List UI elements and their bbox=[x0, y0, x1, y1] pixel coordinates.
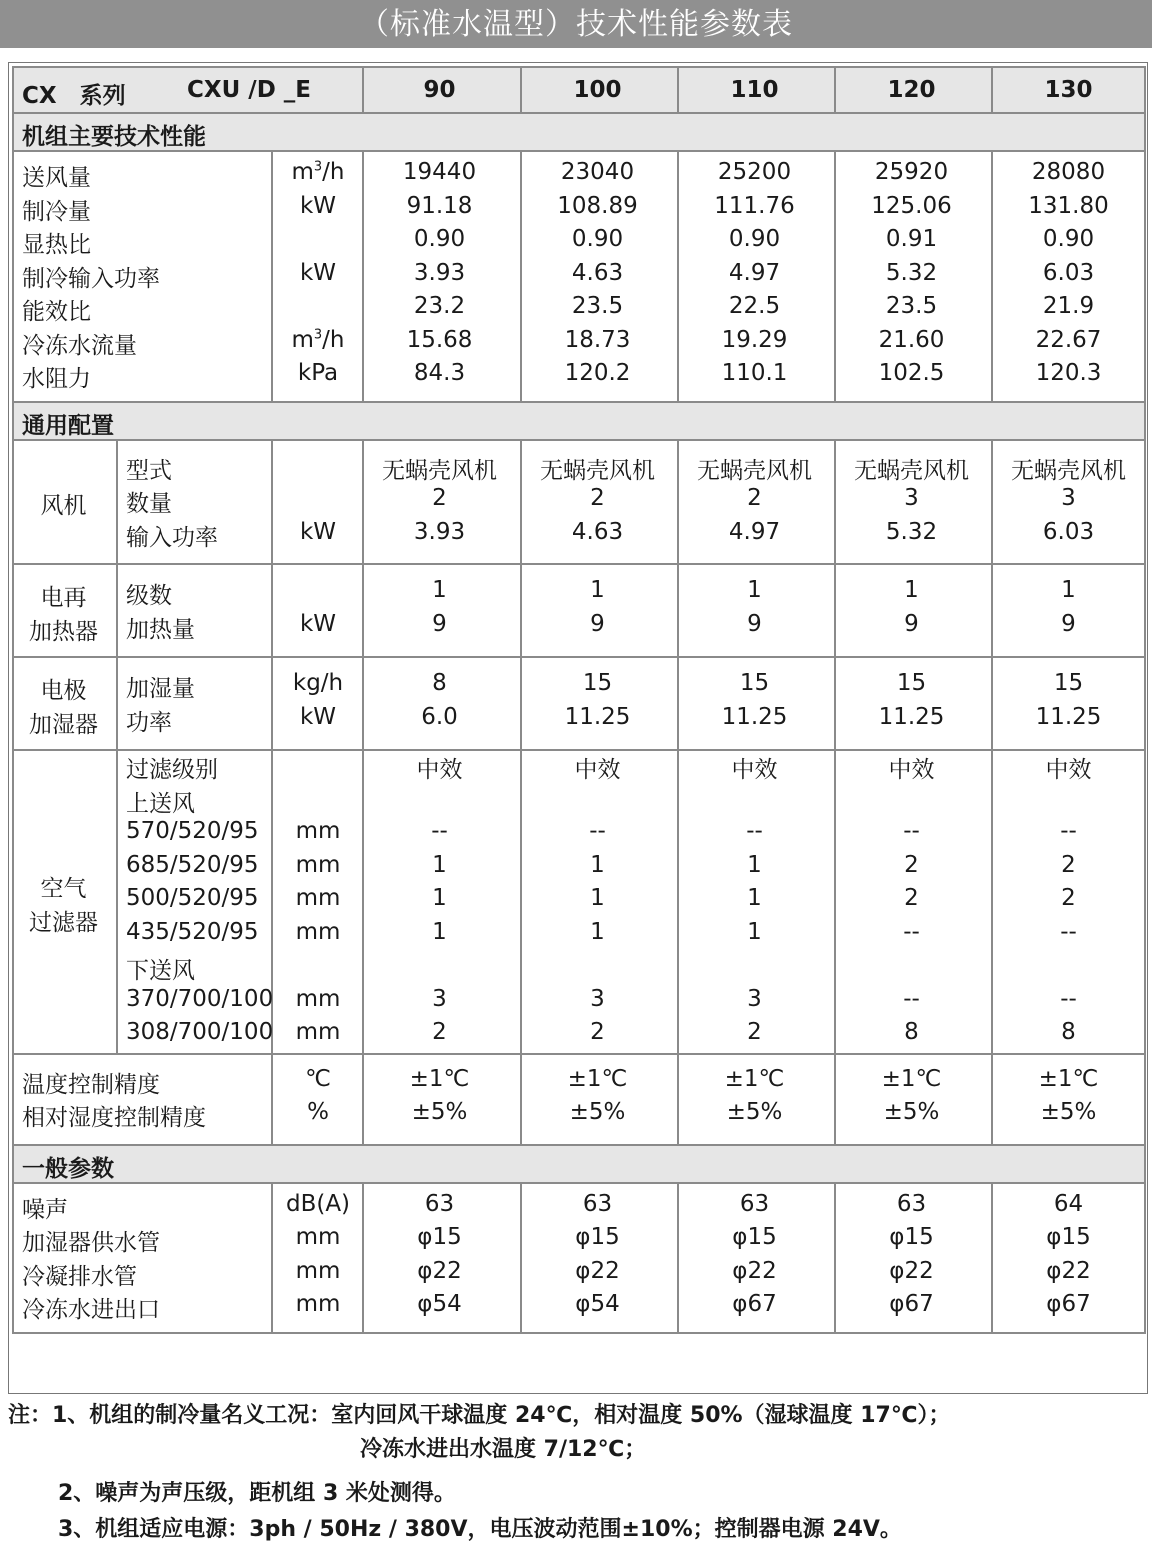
fan-value: 无蜗壳风机 bbox=[697, 457, 812, 484]
general-value: 63 bbox=[582, 1190, 613, 1217]
reheater-value: 9 bbox=[432, 610, 447, 637]
filter-value: 中效 bbox=[1045, 757, 1092, 783]
filter-value: 2 bbox=[747, 1019, 762, 1045]
humidifier-value: 11.25 bbox=[878, 703, 945, 730]
fan-value: 6.03 bbox=[1042, 518, 1095, 545]
filter-value: 3 bbox=[747, 985, 762, 1012]
performance-value: 3.93 bbox=[413, 259, 466, 286]
humidifier-group-label: 加湿器 bbox=[29, 711, 98, 738]
performance-value: 0.90 bbox=[413, 226, 466, 252]
performance-value: 21.60 bbox=[878, 326, 945, 353]
humidifier-value: 15 bbox=[582, 670, 613, 696]
performance-row-unit: kW bbox=[299, 192, 337, 219]
humidifier-value: 11.25 bbox=[721, 703, 788, 730]
performance-value: 125.06 bbox=[871, 192, 952, 219]
general-row-label: 加湿器供水管 bbox=[22, 1230, 160, 1256]
filter-row-label: 370/700/100 bbox=[126, 985, 274, 1012]
fan-value: 5.32 bbox=[885, 518, 938, 545]
performance-value: 84.3 bbox=[413, 360, 466, 386]
general-value: φ15 bbox=[575, 1224, 620, 1250]
performance-value: 23.5 bbox=[571, 293, 624, 319]
filter-value: 8 bbox=[1061, 1019, 1076, 1045]
general-value: φ22 bbox=[732, 1257, 777, 1284]
performance-value: 22.5 bbox=[728, 293, 781, 319]
humidifier-row-unit: kg/h bbox=[292, 670, 344, 696]
general-value: φ22 bbox=[417, 1257, 462, 1284]
general-value: φ67 bbox=[1046, 1291, 1091, 1317]
filter-value: -- bbox=[431, 818, 448, 844]
page-title: （标准水温型）技术性能参数表 bbox=[0, 0, 1152, 48]
spec-table-body bbox=[12, 66, 1144, 1390]
humidifier-group-label: 电极 bbox=[40, 678, 87, 704]
filter-row-label: 过滤级别 bbox=[126, 757, 218, 783]
reheater-value: 1 bbox=[1061, 577, 1076, 603]
performance-value: 120.2 bbox=[564, 360, 631, 386]
fan-value: 3 bbox=[1061, 485, 1076, 511]
filter-value: 2 bbox=[590, 1019, 605, 1045]
reheater-value: 9 bbox=[1061, 610, 1076, 637]
performance-row-label: 显热比 bbox=[22, 232, 91, 258]
column-divider bbox=[116, 565, 118, 656]
general-value: φ15 bbox=[417, 1224, 462, 1250]
general-value: φ22 bbox=[1046, 1257, 1091, 1284]
note-2: 2、噪声为声压级，距机组 3 米处测得。 bbox=[58, 1481, 456, 1506]
performance-value: 0.90 bbox=[728, 226, 781, 252]
humidifier-row-unit: kW bbox=[299, 703, 337, 730]
note-1-cont: 冷冻水进出水温度 7/12℃； bbox=[360, 1437, 647, 1462]
spec-table bbox=[8, 62, 1148, 1394]
filter-value: 2 bbox=[1061, 851, 1076, 878]
control-value: ±1℃ bbox=[724, 1065, 785, 1092]
performance-row-label: 制冷量 bbox=[22, 198, 91, 225]
general-row-unit: dB(A) bbox=[285, 1190, 351, 1217]
filter-value: 3 bbox=[590, 985, 605, 1012]
fan-value: 2 bbox=[432, 485, 447, 511]
performance-value: 23.5 bbox=[885, 293, 938, 319]
performance-row-label: 冷冻水流量 bbox=[22, 332, 137, 359]
fan-group-label: 风机 bbox=[40, 493, 87, 519]
performance-value: 111.76 bbox=[714, 192, 795, 219]
reheater-value: 9 bbox=[747, 610, 762, 637]
performance-value: 19.29 bbox=[721, 326, 788, 353]
performance-value: 25200 bbox=[717, 159, 792, 185]
performance-value: 0.90 bbox=[1042, 226, 1095, 252]
general-value: 63 bbox=[739, 1190, 770, 1217]
column-divider bbox=[116, 751, 118, 1053]
control-row-label: 相对湿度控制精度 bbox=[22, 1105, 206, 1131]
fan-value: 2 bbox=[747, 485, 762, 511]
performance-value: 4.63 bbox=[571, 259, 624, 286]
filter-value: -- bbox=[903, 818, 920, 844]
filter-row-label: 500/520/95 bbox=[126, 885, 259, 911]
filter-value: 1 bbox=[747, 918, 762, 945]
fan-value: 4.97 bbox=[728, 518, 781, 545]
general-value: φ15 bbox=[889, 1224, 934, 1250]
performance-value: 19440 bbox=[402, 159, 477, 185]
column-divider bbox=[271, 441, 273, 564]
fan-value: 无蜗壳风机 bbox=[854, 457, 969, 484]
general-value: 63 bbox=[896, 1190, 927, 1217]
humidifier-value: 15 bbox=[739, 670, 770, 696]
filter-value: 中效 bbox=[731, 757, 778, 783]
general-value: φ22 bbox=[575, 1257, 620, 1284]
reheater-value: 1 bbox=[904, 577, 919, 603]
filter-row-unit: mm bbox=[295, 918, 341, 945]
reheater-group-label: 加热器 bbox=[29, 618, 98, 645]
humidifier-value: 15 bbox=[1053, 670, 1084, 696]
filter-value: -- bbox=[589, 818, 606, 844]
model-90: 90 bbox=[423, 77, 456, 103]
note-3: 3、机组适应电源：3ph / 50Hz / 380V，电压波动范围±10%；控制器电源 24V。 bbox=[58, 1517, 902, 1542]
reheater-row-unit: kW bbox=[299, 610, 337, 637]
control-row-unit: % bbox=[307, 1099, 329, 1125]
fan-value: 无蜗壳风机 bbox=[540, 457, 655, 484]
general-value: φ54 bbox=[575, 1291, 620, 1317]
performance-row-unit: $m^3/h$ bbox=[291, 326, 345, 353]
general-value: φ67 bbox=[732, 1291, 777, 1317]
filter-value: 1 bbox=[747, 851, 762, 878]
control-row-unit: ℃ bbox=[305, 1065, 331, 1092]
reheater-value: 1 bbox=[432, 577, 447, 603]
section-general bbox=[12, 1144, 1146, 1184]
filter-value: 2 bbox=[904, 851, 919, 878]
general-value: φ67 bbox=[889, 1291, 934, 1317]
performance-value: 6.03 bbox=[1042, 259, 1095, 286]
filter-row-label: 570/520/95 bbox=[126, 818, 259, 844]
filter-group-label: 空气 bbox=[40, 876, 87, 903]
model-110: 110 bbox=[730, 77, 779, 103]
filter-value: -- bbox=[903, 985, 920, 1012]
filter-row-unit: mm bbox=[295, 818, 341, 844]
performance-value: 4.97 bbox=[728, 259, 781, 286]
column-divider bbox=[116, 658, 118, 749]
filter-value: -- bbox=[1060, 818, 1077, 844]
control-value: ±1℃ bbox=[567, 1065, 628, 1092]
fan-row-label: 数量 bbox=[126, 491, 172, 517]
performance-value: 25920 bbox=[874, 159, 949, 185]
general-value: φ22 bbox=[889, 1257, 934, 1284]
model-130: 130 bbox=[1044, 77, 1093, 103]
filter-value: -- bbox=[1060, 918, 1077, 945]
filter-row-unit: mm bbox=[295, 1019, 341, 1045]
control-value: ±5% bbox=[726, 1099, 783, 1125]
filter-row-label: 435/520/95 bbox=[126, 918, 259, 945]
filter-value: 1 bbox=[590, 885, 605, 911]
fan-value: 3.93 bbox=[413, 518, 466, 545]
general-row-unit: mm bbox=[295, 1224, 341, 1250]
performance-row-label: 送风量 bbox=[22, 165, 91, 191]
reheater-value: 1 bbox=[590, 577, 605, 603]
filter-value: -- bbox=[746, 818, 763, 844]
general-value: φ15 bbox=[732, 1224, 777, 1250]
performance-value: 108.89 bbox=[557, 192, 638, 219]
filter-value: 2 bbox=[1061, 885, 1076, 911]
model-label: CXU /D _E bbox=[187, 77, 312, 103]
performance-value: 131.80 bbox=[1028, 192, 1109, 219]
humidifier-value: 15 bbox=[896, 670, 927, 696]
performance-row-unit: kW bbox=[299, 259, 337, 286]
performance-value: 22.67 bbox=[1035, 326, 1102, 353]
filter-value: 1 bbox=[747, 885, 762, 911]
reheater-value: 9 bbox=[590, 610, 605, 637]
reheater-group-label: 电再 bbox=[40, 585, 87, 611]
performance-value: 91.18 bbox=[406, 192, 473, 219]
note-1: 注：1、机组的制冷量名义工况：室内回风干球温度 24℃，相对温度 50%（湿球温度 17℃）； bbox=[8, 1403, 951, 1428]
performance-value: 110.1 bbox=[721, 360, 788, 386]
humidifier-value: 8 bbox=[432, 670, 447, 696]
control-value: ±5% bbox=[569, 1099, 626, 1125]
control-value: ±1℃ bbox=[881, 1065, 942, 1092]
humidifier-row-label: 功率 bbox=[126, 709, 172, 736]
filter-row-label: 下送风 bbox=[126, 958, 195, 984]
humidifier-value: 11.25 bbox=[1035, 703, 1102, 730]
control-value: ±1℃ bbox=[1038, 1065, 1099, 1092]
control-row-label: 温度控制精度 bbox=[22, 1071, 160, 1098]
reheater-value: 9 bbox=[904, 610, 919, 637]
humidifier-row-label: 加湿量 bbox=[126, 676, 195, 702]
filter-value: 中效 bbox=[574, 757, 621, 783]
filter-row-label: 上送风 bbox=[126, 790, 195, 817]
performance-value: 120.3 bbox=[1035, 360, 1102, 386]
performance-row-label: 能效比 bbox=[22, 299, 91, 325]
general-value: 64 bbox=[1053, 1190, 1084, 1217]
performance-value: 102.5 bbox=[878, 360, 945, 386]
filter-value: -- bbox=[903, 918, 920, 945]
performance-value: 15.68 bbox=[406, 326, 473, 353]
column-divider bbox=[116, 441, 118, 564]
general-row-unit: mm bbox=[295, 1291, 341, 1317]
filter-value: 1 bbox=[432, 918, 447, 945]
performance-value: 5.32 bbox=[885, 259, 938, 286]
fan-value: 3 bbox=[904, 485, 919, 511]
model-120: 120 bbox=[887, 77, 936, 103]
fan-row-label: 输入功率 bbox=[126, 524, 218, 551]
section-config bbox=[12, 401, 1146, 441]
general-row-label: 冷凝排水管 bbox=[22, 1263, 137, 1290]
filter-row-label: 685/520/95 bbox=[126, 851, 259, 878]
control-value: ±1℃ bbox=[409, 1065, 470, 1092]
filter-value: 3 bbox=[432, 985, 447, 1012]
reheater-row-label: 级数 bbox=[126, 583, 172, 609]
humidifier-value: 6.0 bbox=[421, 703, 458, 730]
reheater-value: 1 bbox=[747, 577, 762, 603]
section-config-label: 通用配置 bbox=[22, 412, 114, 439]
performance-row-unit: kPa bbox=[297, 360, 339, 386]
performance-row-label: 制冷输入功率 bbox=[22, 265, 160, 292]
reheater-row-label: 加热量 bbox=[126, 616, 195, 643]
filter-row-unit: mm bbox=[295, 885, 341, 911]
filter-value: -- bbox=[1060, 985, 1077, 1012]
performance-value: 23.2 bbox=[413, 293, 466, 319]
performance-row-label: 水阻力 bbox=[22, 366, 91, 392]
general-row-label: 噪声 bbox=[22, 1196, 68, 1223]
control-value: ±5% bbox=[1040, 1099, 1097, 1125]
filter-group-label: 过滤器 bbox=[29, 909, 98, 936]
filter-value: 1 bbox=[432, 851, 447, 878]
filter-value: 2 bbox=[432, 1019, 447, 1045]
filter-value: 2 bbox=[904, 885, 919, 911]
fan-value: 2 bbox=[590, 485, 605, 511]
general-row-unit: mm bbox=[295, 1257, 341, 1284]
performance-value: 0.90 bbox=[571, 226, 624, 252]
filter-value: 1 bbox=[432, 885, 447, 911]
general-value: 63 bbox=[424, 1190, 455, 1217]
performance-value: 23040 bbox=[560, 159, 635, 185]
filter-row-unit: mm bbox=[295, 851, 341, 878]
filter-value: 1 bbox=[590, 851, 605, 878]
series-label: CX 系列 bbox=[22, 83, 126, 109]
control-value: ±5% bbox=[883, 1099, 940, 1125]
model-100: 100 bbox=[573, 77, 622, 103]
fan-value: 无蜗壳风机 bbox=[1011, 457, 1126, 484]
filter-row-label: 308/700/100 bbox=[126, 1019, 274, 1045]
filter-value: 中效 bbox=[416, 757, 463, 783]
fan-value: 4.63 bbox=[571, 518, 624, 545]
fan-row-unit: kW bbox=[299, 518, 337, 545]
performance-value: 18.73 bbox=[564, 326, 631, 353]
fan-value: 无蜗壳风机 bbox=[382, 457, 497, 484]
section-general-label: 一般参数 bbox=[22, 1155, 114, 1182]
general-row-label: 冷冻水进出口 bbox=[22, 1297, 160, 1323]
control-value: ±5% bbox=[411, 1099, 468, 1125]
filter-row-unit: mm bbox=[295, 985, 341, 1012]
filter-value: 1 bbox=[590, 918, 605, 945]
section-main-label: 机组主要技术性能 bbox=[22, 124, 206, 150]
performance-value: 0.91 bbox=[885, 226, 938, 252]
performance-value: 21.9 bbox=[1042, 293, 1095, 319]
filter-value: 中效 bbox=[888, 757, 935, 783]
general-value: φ15 bbox=[1046, 1224, 1091, 1250]
general-value: φ54 bbox=[417, 1291, 462, 1317]
filter-value: 8 bbox=[904, 1019, 919, 1045]
fan-row-label: 型式 bbox=[126, 457, 172, 484]
performance-row-unit: $m^3/h$ bbox=[291, 159, 345, 185]
performance-value: 28080 bbox=[1031, 159, 1106, 185]
humidifier-value: 11.25 bbox=[564, 703, 631, 730]
